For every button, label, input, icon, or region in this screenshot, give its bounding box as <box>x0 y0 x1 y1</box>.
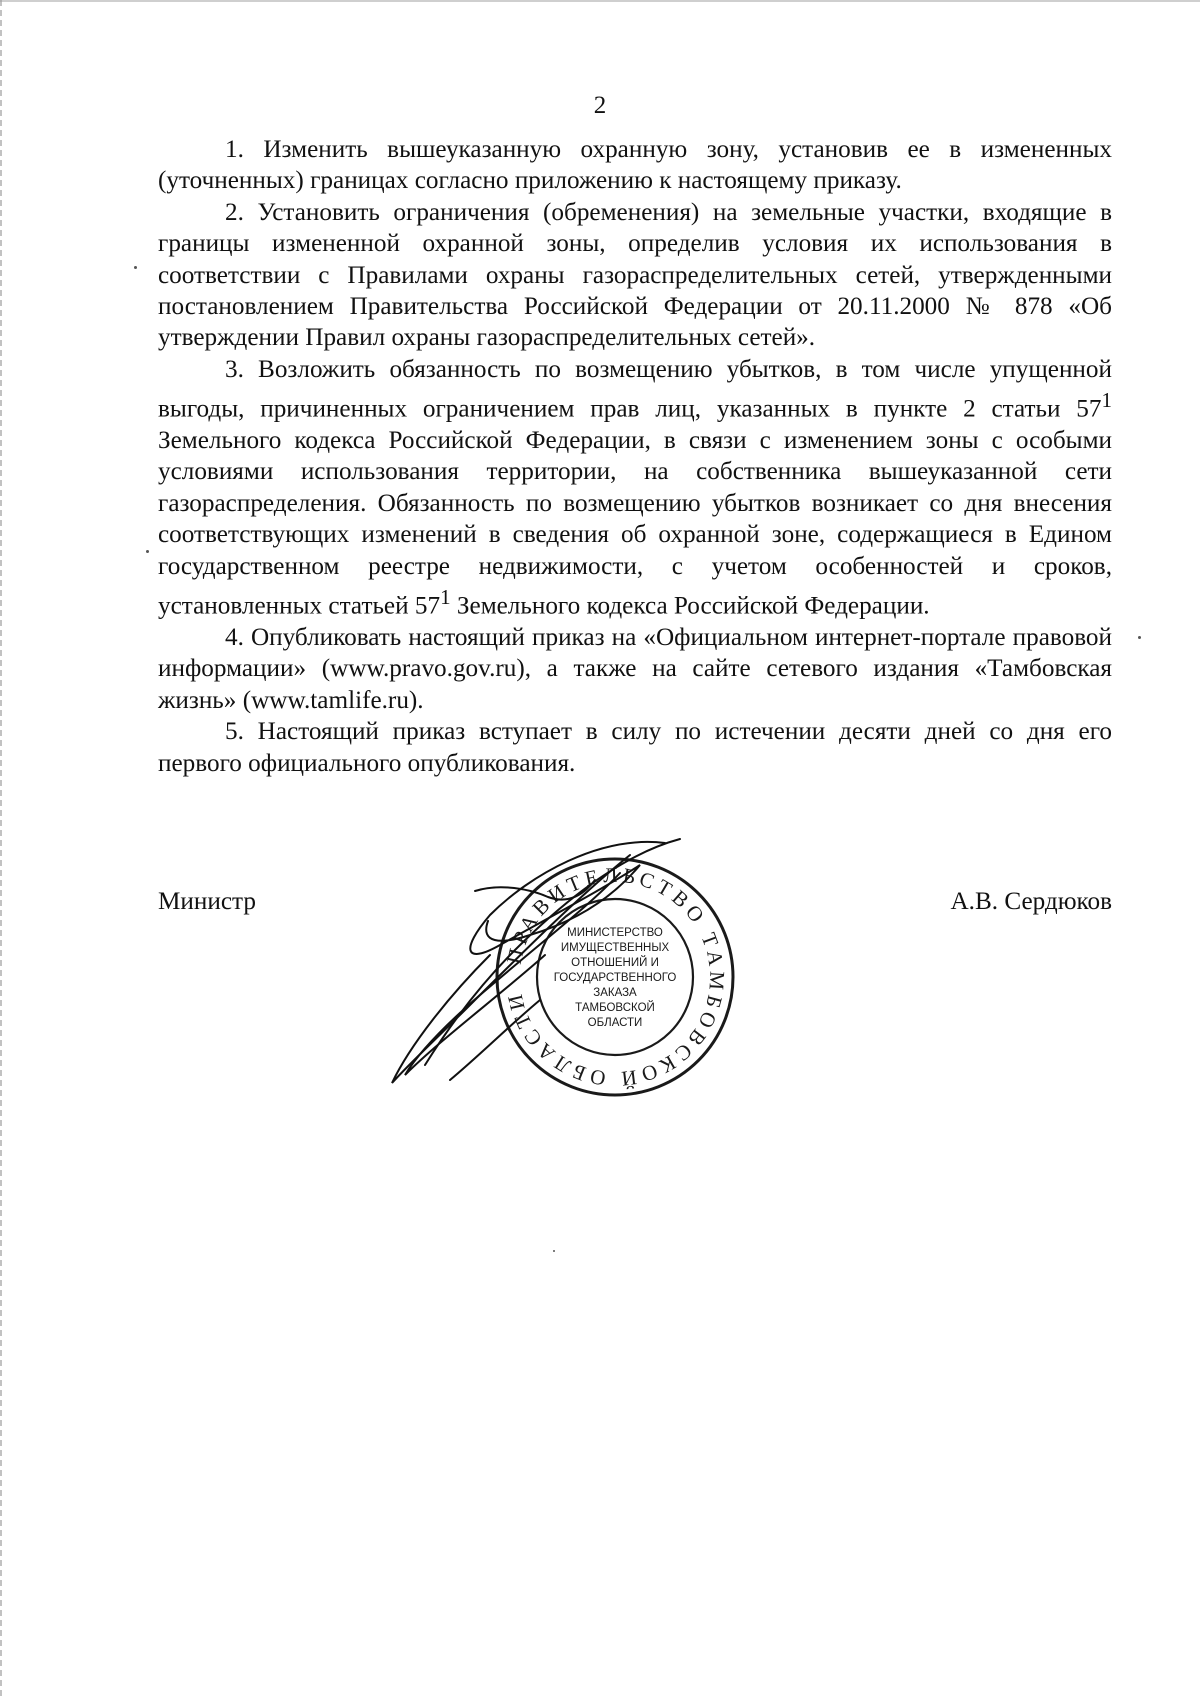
article-superscript: 1 <box>1101 388 1112 413</box>
seal-inner-line: ОТНОШЕНИЙ И <box>571 957 659 969</box>
page-number: 2 <box>593 92 607 119</box>
seal-inner-line: ОБЛАСТИ <box>587 1017 643 1029</box>
seal-inner-line: ЗАКАЗА <box>593 987 637 999</box>
paragraph-1: 1. Изменить вышеуказанную охранную зону, установив ее в измененных (уточненных) границах согласно приложению к настоящему приказу. <box>158 136 1112 195</box>
seal-inner-line: ИМУЩЕСТВЕННЫХ <box>560 942 670 954</box>
paragraph-4: 4. Опубликовать настоящий приказ на «Официальном интернет-портале правовой информации» (www.pravo.gov.ru), а также на сайте сетевого издания «Тамбовская жизнь» (www.tamlife.ru). <box>158 623 1112 714</box>
paragraph-2: 2. Установить ограничения (обременения) на земельные участки, входящие в границы измененной охранной зоны, определив условия их использования в соответствии с Правилами охраны газораспределительных сетей, утвержденными постановлением Правительства Российской Федерации от 20.11.2000 № 878 «Об утверждении Правил охраны газораспределительных сетей». <box>158 198 1112 352</box>
scan-speck <box>1138 636 1141 639</box>
paragraph-3-part-2: Земельного кодекса Российской Федерации, в связи с изменением зоны с особыми условиями использования территории, на собственника вышеуказанной сети газораспределения. Обязанность по возмещению убытков возникает со дня внесения соответствующих изменений в сведения об охранной зоне, содержащиеся в Едином государственном реестре недвижимости, с учетом особенностей и сроков, установленных статьей 57 <box>158 427 1112 620</box>
official-seal-and-signature <box>380 825 820 1125</box>
seal-inner-text <box>554 927 677 1029</box>
paragraph-3-part-1: 3. Возложить обязанность по возмещению убытков, в том числе упущенной выгоды, причиненных ограничением прав лиц, указанных в пункте 2 статьи 57 <box>158 355 1112 423</box>
signer-position: Министр <box>158 888 256 915</box>
seal-inner-line: ГОСУДАРСТВЕННОГО <box>553 972 677 984</box>
article-superscript: 1 <box>440 585 451 610</box>
paragraph-3 <box>158 354 1112 622</box>
scan-speck <box>134 266 137 269</box>
scan-top-edge <box>0 0 1200 2</box>
seal-inner-line: ТАМБОВСКОЙ <box>575 1002 655 1014</box>
order-body <box>158 134 1112 779</box>
seal-inner-line: МИНИСТЕРСТВО <box>567 927 663 939</box>
paragraph-3-part-3: Земельного кодекса Российской Федерации. <box>450 592 930 620</box>
scan-speck <box>146 550 149 553</box>
signer-name: А.В. Сердюков <box>950 888 1112 915</box>
scan-left-edge <box>0 0 7 1696</box>
seal-outer-text: ПРАВИТЕЛЬСТВО ТАМБОВСКОЙ ОБЛАСТИ <box>501 862 730 1092</box>
scan-speck <box>553 1250 555 1252</box>
paragraph-5: 5. Настоящий приказ вступает в силу по истечении десяти дней со дня его первого официального опубликования. <box>158 718 1112 777</box>
